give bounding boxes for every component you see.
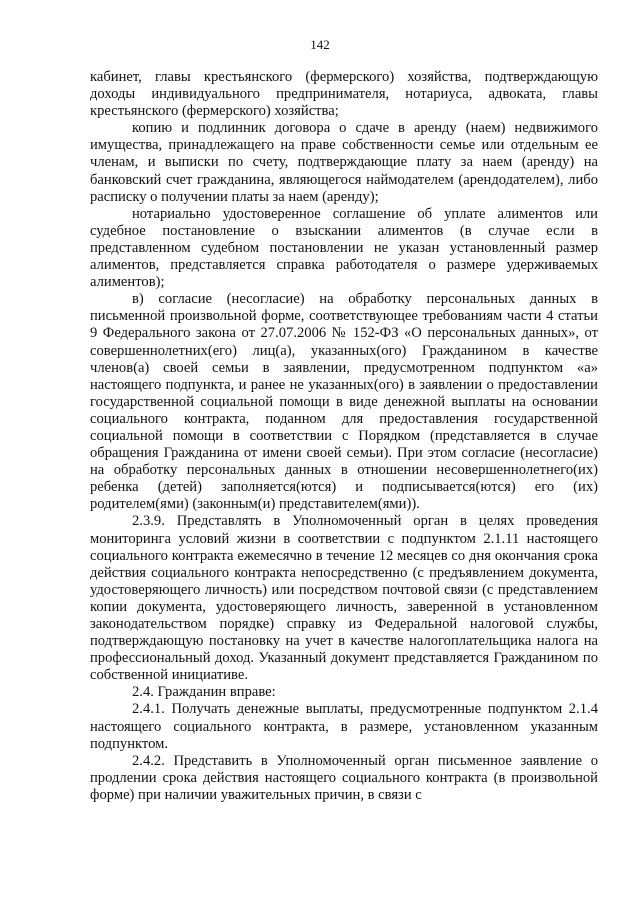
paragraph-2-4: 2.4. Гражданин вправе: (132, 684, 276, 701)
paragraph-2-4-1: 2.4.1. Получать денежные выплаты, предусмотренные подпунктом 2.1.4 настоящего социального контракта, в размере, установленном указанным подпунктом. (90, 701, 598, 752)
paragraph-rental-agreement: копию и подлинник договора о сдаче в аренду (наем) недвижимого имущества, принадлежащего на праве собственности семье или отдельным ее членам, и выписки по счету, подтверждающие плату за наем (аренду) на банковский счет гражданина, являющегося наймодателем (арендодателем), либо расписку о получении платы за наем (аренду); (90, 120, 598, 205)
paragraph-alimony-agreement: нотариально удостоверенное соглашение об уплате алиментов или судебное постановление о взыскании алиментов (в случае если в представленном судебном постановлении не указан установленный размер алиментов, представляется справка работодателя о размере удерживаемых алиментов); (90, 205, 598, 291)
paragraph-2-4-2: 2.4.2. Представить в Уполномоченный орган письменное заявление о продлении срока действия настоящего социального контракта (в произвольной форме) при наличии уважительных причин, в связи с (90, 752, 598, 803)
paragraph-income-documents: кабинет, главы крестьянского (фермерского) хозяйства, подтверждающую доходы индивидуального предпринимателя, нотариуса, адвоката, главы крестьянского (фермерского) хозяйства; (90, 69, 598, 120)
document-body (90, 69, 598, 804)
paragraph-2-3-9: 2.3.9. Представлять в Уполномоченный орган в целях проведения мониторинга условий жизни в соответствии с подпунктом 2.1.11 настоящего социального контракта ежемесячно в течение 12 месяцев со дня окончания срока действия социального контракта непосредственно (с предъявлением документа, удостоверяющего личность) или посредством почтовой связи (с представлением копии документа, удостоверяющего личность, заверенной в установленном законодательством порядке) справку из Федеральной налоговой службы, подтверждающую постановку на учет в качестве налогоплательщика налога на профессиональный доход. Указанный документ представляется Гражданином по собственной инициативе. (90, 513, 598, 684)
page-number: 142 (310, 37, 330, 52)
paragraph-personal-data-consent: в) согласие (несогласие) на обработку персональных данных в письменной произвольной форме, соответствующее требованиям части 4 статьи 9 Федерального закона от 27.07.2006 № 152-ФЗ «О персональных данных», от совершеннолетних(его) лиц(а), указанных(ого) Гражданином в качестве членов(а) своей семьи в заявлении, предусмотренном подпунктом «а» настоящего подпункта, и ранее не указанных(ого) в заявлении о предоставлении государственной социальной помощи в виде денежной выплаты на основании социального контракта, поданном для предоставления государственной социальной помощи в соответствии с Порядком (представляется в случае обращения Гражданина от имени своей семьи). При этом согласие (несогласие) на обработку персональных данных в отношении несовершеннолетнего(их) ребенка (детей) заполняется(ются) и подписывается(ются) его (их) родителем(ями) (законным(и) представителем(ями)). (90, 291, 598, 513)
